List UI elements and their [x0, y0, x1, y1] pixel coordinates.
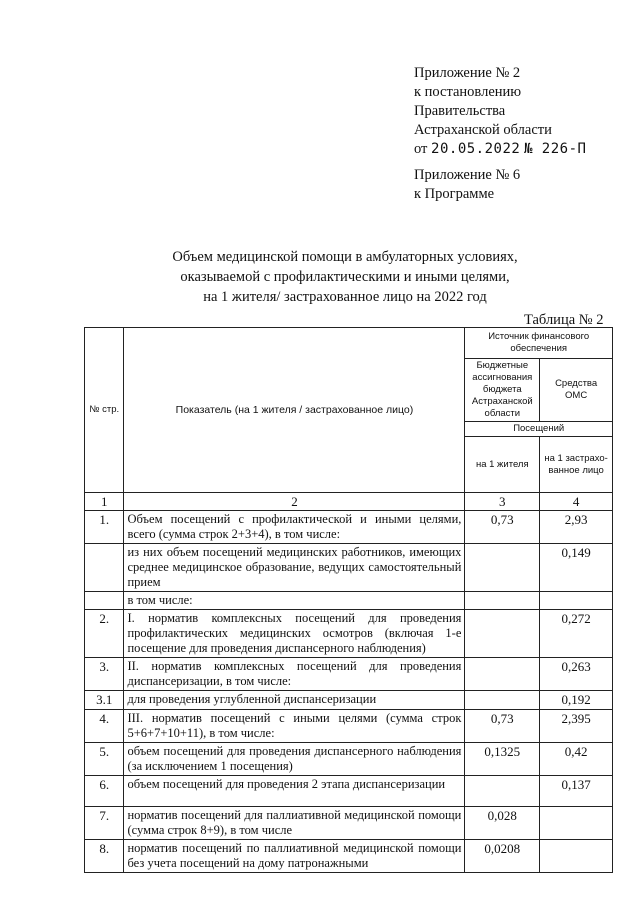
- header-per-resident: на 1 жителя: [465, 437, 540, 493]
- decree-date: 20.05.2022: [431, 141, 521, 157]
- appendix6-line-2: к Программе: [414, 186, 495, 202]
- row-budget: [465, 592, 540, 610]
- table-row: [85, 592, 613, 610]
- row-number: 8.: [85, 840, 124, 873]
- table-row: [85, 807, 613, 840]
- row-text: норматив посещений по паллиативной медицинской помощи без учета посещений на дому патронажными: [124, 840, 465, 873]
- row-text: II. норматив комплексных посещений для проведения диспансеризации, в том числе:: [124, 658, 465, 691]
- row-text: из них объем посещений медицинских работников, имеющих среднее медицинское образование, ведущих самостоятельный прием: [124, 544, 465, 592]
- row-budget: 0,73: [465, 710, 540, 743]
- header-indicator: Показатель (на 1 жителя / застрахованное лицо): [124, 328, 465, 493]
- appendix6-block: [414, 166, 520, 204]
- row-budget: 0,0208: [465, 840, 540, 873]
- row-text: III. норматив посещений с иными целями (сумма строк 5+6+7+10+11), в том числе:: [124, 710, 465, 743]
- row-oms: [540, 840, 613, 873]
- header-rownum: № стр.: [85, 328, 124, 493]
- table-row: [85, 840, 613, 873]
- header-oms: Средства ОМС: [540, 359, 613, 422]
- index-row: [85, 493, 613, 511]
- header-budget: Бюджетные ассигнования бюджета Астраханской области: [465, 359, 540, 422]
- index-cell: 4: [540, 493, 613, 511]
- volume-table: [84, 327, 613, 873]
- document-title: [110, 247, 580, 307]
- row-oms: 2,93: [540, 511, 613, 544]
- row-number: 2.: [85, 610, 124, 658]
- table-row: [85, 511, 613, 544]
- row-number: [85, 592, 124, 610]
- table-label: Таблица № 2: [524, 312, 604, 328]
- title-line-1: Объем медицинской помощи в амбулаторных условиях,: [172, 249, 518, 265]
- table-row: [85, 743, 613, 776]
- appendix6-line-1: Приложение № 6: [414, 167, 521, 183]
- date-prefix: от: [414, 141, 432, 157]
- appendix-line-1: Приложение № 2: [414, 65, 521, 81]
- appendix-line-2: к постановлению: [414, 84, 522, 100]
- row-oms: 0,263: [540, 658, 613, 691]
- row-number: 3.1: [85, 691, 124, 710]
- title-line-3: на 1 жителя/ застрахованное лицо на 2022 год: [203, 289, 487, 305]
- header-source: Источник финансового обеспечения: [465, 328, 613, 359]
- row-budget: 0,028: [465, 807, 540, 840]
- title-line-2: оказываемой с профилактическими и иными целями,: [180, 269, 510, 285]
- row-budget: [465, 610, 540, 658]
- row-oms: 0,272: [540, 610, 613, 658]
- table-row: [85, 776, 613, 807]
- row-text: норматив посещений для паллиативной медицинской помощи (сумма строк 8+9), в том числе: [124, 807, 465, 840]
- row-text: в том числе:: [124, 592, 465, 610]
- row-budget: [465, 691, 540, 710]
- index-cell: 2: [124, 493, 465, 511]
- row-oms: 0,149: [540, 544, 613, 592]
- appendix-line-4: Астраханской области: [414, 122, 552, 138]
- table-row: [85, 610, 613, 658]
- row-number: [85, 544, 124, 592]
- row-number: 5.: [85, 743, 124, 776]
- row-text: Объем посещений с профилактической и иными целями, всего (сумма строк 2+3+4), в том числе:: [124, 511, 465, 544]
- row-number: 3.: [85, 658, 124, 691]
- row-text: объем посещений для проведения 2 этапа диспансеризации: [124, 776, 465, 807]
- index-cell: 3: [465, 493, 540, 511]
- row-budget: 0,73: [465, 511, 540, 544]
- appendix-block: [414, 64, 586, 159]
- row-oms: [540, 807, 613, 840]
- row-budget: [465, 544, 540, 592]
- table-row: [85, 710, 613, 743]
- table-row: [85, 544, 613, 592]
- row-number: 1.: [85, 511, 124, 544]
- header-visits: Посещений: [465, 422, 613, 437]
- table-row: [85, 658, 613, 691]
- row-number: 7.: [85, 807, 124, 840]
- row-text: для проведения углубленной диспансеризации: [124, 691, 465, 710]
- row-budget: [465, 776, 540, 807]
- appendix-line-3: Правительства: [414, 103, 506, 119]
- row-number: 6.: [85, 776, 124, 807]
- row-budget: [465, 658, 540, 691]
- row-number: 4.: [85, 710, 124, 743]
- row-oms: [540, 592, 613, 610]
- row-text: объем посещений для проведения диспансерного наблюдения (за исключением 1 посещения): [124, 743, 465, 776]
- row-oms: 0,137: [540, 776, 613, 807]
- header-per-insured: на 1 застрахо-ванное лицо: [540, 437, 613, 493]
- appendix-line-5: [414, 140, 586, 159]
- row-text: I. норматив комплексных посещений для проведения профилактических медицинских осмотров (включая 1-е посещение для проведения диспансерного наблюдения): [124, 610, 465, 658]
- row-oms: 0,42: [540, 743, 613, 776]
- row-oms: 2,395: [540, 710, 613, 743]
- table-row: [85, 691, 613, 710]
- row-oms: 0,192: [540, 691, 613, 710]
- row-budget: 0,1325: [465, 743, 540, 776]
- decree-number: № 226-П: [523, 141, 587, 157]
- index-cell: 1: [85, 493, 124, 511]
